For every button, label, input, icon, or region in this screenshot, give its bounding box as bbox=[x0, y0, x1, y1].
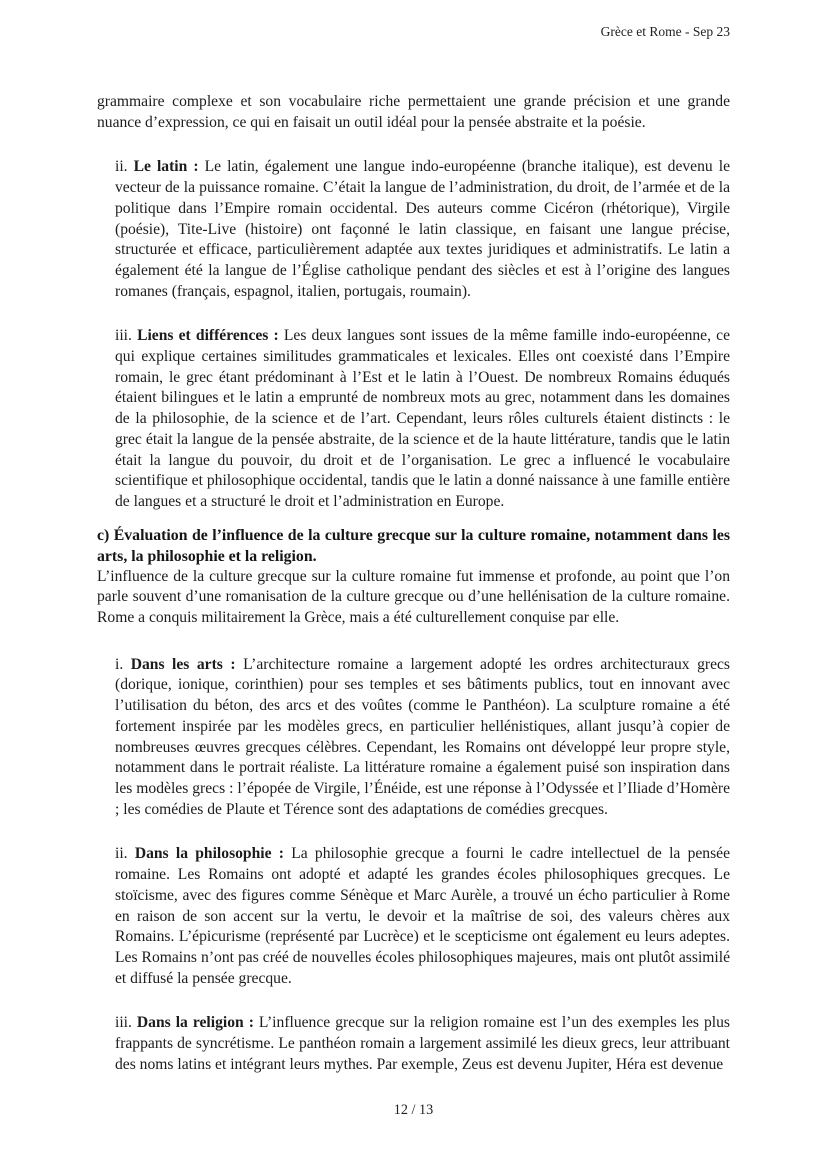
header-title: Grèce et Rome - Sep 23 bbox=[600, 24, 730, 39]
page-footer bbox=[97, 1102, 730, 1119]
list-item-number: iii. bbox=[115, 1014, 137, 1032]
paragraph-grammar-continuation: grammaire complexe et son vocabulaire riche permettaient une grande précision et une grande nuance d’expression, ce qui en faisait un outil idéal pour la pensée abstraite et la poésie. bbox=[97, 93, 730, 131]
paragraph-dans-la-philosophie bbox=[115, 844, 730, 989]
list-item-lead: Dans la philosophie : bbox=[134, 845, 284, 863]
list-item-lead: Dans les arts : bbox=[130, 655, 236, 673]
list-item-number: iii. bbox=[115, 327, 138, 345]
list-item-text: L’architecture romaine a largement adopté les ordres architecturaux grecs (dorique, ionique, corinthien) pour ses temples et ses bâtiments publics, tout en innovant avec l’utilisation du béton, des arcs et des voûtes (comme le Panthéon). La sculpture romaine a été fortement inspirée par les modèles grecs, en particulier hellénistiques, allant jusqu’à copier de nombreuses œuvres grecques célèbres. Cependant, les Romains ont développé leur propre style, notamment dans le portrait réaliste. La littérature romaine a également puisé son inspiration dans les modèles grecs : l’épopée de Virgile, l’Énéide, est une réponse à l’Odyssée et l’Iliade d’Homère ; les comédies de Plaute et Térence sont des adaptations de comédies grecques. bbox=[115, 655, 730, 818]
list-item-text: La philosophie grecque a fourni le cadre intellectuel de la pensée romaine. Les Romains ont adopté et adapté les grandes écoles philosophiques grecques. Le stoïcisme, avec des figures comme Sénèque et Marc Aurèle, a trouvé un écho particulier à Rome en raison de son accent sur la vertu, le devoir et la maîtrise de soi, des valeurs chères aux Romains. L’épicurisme (représenté par Lucrèce) et le scepticisme ont également eu leurs adeptes. Les Romains n’ont pas créé de nouvelles écoles philosophiques majeures, mais ont plutôt assimilé et diffusé la pensée grecque. bbox=[115, 845, 731, 987]
list-item-number: ii. bbox=[115, 845, 135, 863]
page-number-indicator: 12 / 13 bbox=[393, 1102, 434, 1118]
list-item-text: Les deux langues sont issues de la même famille indo-européenne, ce qui explique certaines similitudes grammaticales et lexicales. Elles ont coexisté dans l’Empire romain, le grec étant prédominant à l’Est et le latin à l’Ouest. De nombreux Romains éduqués étaient bilingues et le latin a emprunté de nombreux mots au grec, notamment dans les domaines de la philosophie, de la science et de l’art. Cependant, leurs rôles culturels étaient distincts : le grec était la langue de la pensée abstraite, de la science et de la haute littérature, tandis que le latin était la langue du pouvoir, du droit et de l’organisation. Le grec a influencé le vocabulaire scientifique et philosophique occidental, tandis que le latin a donné naissance à une famille entière de langues et a structuré le droit et l’administration en Europe. bbox=[115, 327, 730, 510]
paragraph-dans-les-arts bbox=[115, 655, 730, 821]
list-item-lead: Liens et différences : bbox=[137, 327, 279, 345]
paragraph-liens-differences bbox=[115, 326, 730, 512]
list-item-lead: Dans la religion : bbox=[136, 1014, 254, 1032]
list-item-number: ii. bbox=[115, 158, 134, 176]
page-header bbox=[97, 23, 730, 40]
list-item-text: Le latin, également une langue indo-européenne (branche italique), est devenu le vecteur de la puissance romaine. C’était la langue de l’administration, du droit, de l’armée et de la politique dans l’Empire romain occidental. Des auteurs comme Cicéron (rhétorique), Virgile (poésie), Tite-Live (histoire) ont façonné le latin classique, en faisant une langue précise, structurée et efficace, particulièrement adaptée aux textes juridiques et administratifs. Le latin a également été la langue de l’Église catholique pendant des siècles et est à l’origine des langues romanes (français, espagnol, italien, portugais, roumain). bbox=[115, 158, 730, 300]
paragraph-influence-intro: L’influence de la culture grecque sur la culture romaine fut immense et profonde, au point que l’on parle souvent d’une romanisation de la culture grecque ou d’une hellénisation de la culture romaine. Rome a conquis militairement la Grèce, mais a été culturellement conquise par elle. bbox=[97, 567, 730, 627]
section-heading-c: c) Évaluation de l’influence de la culture grecque sur la culture romaine, notamment dans les arts, la philosophie et la religion. bbox=[97, 526, 730, 565]
document-body bbox=[97, 92, 730, 1099]
paragraph-le-latin bbox=[115, 157, 730, 302]
list-item-number: i. bbox=[115, 655, 131, 673]
list-item-text: L’influence grecque sur la religion romaine est l’un des exemples les plus frappants de syncrétisme. Le panthéon romain a largement assimilé les dieux grecs, leur attribuant des noms latins et intégrant leurs mythes. Par exemple, Zeus est devenu Jupiter, Héra est devenue bbox=[115, 1014, 730, 1073]
list-item-lead: Le latin : bbox=[133, 158, 199, 176]
paragraph-dans-la-religion bbox=[115, 1013, 730, 1075]
